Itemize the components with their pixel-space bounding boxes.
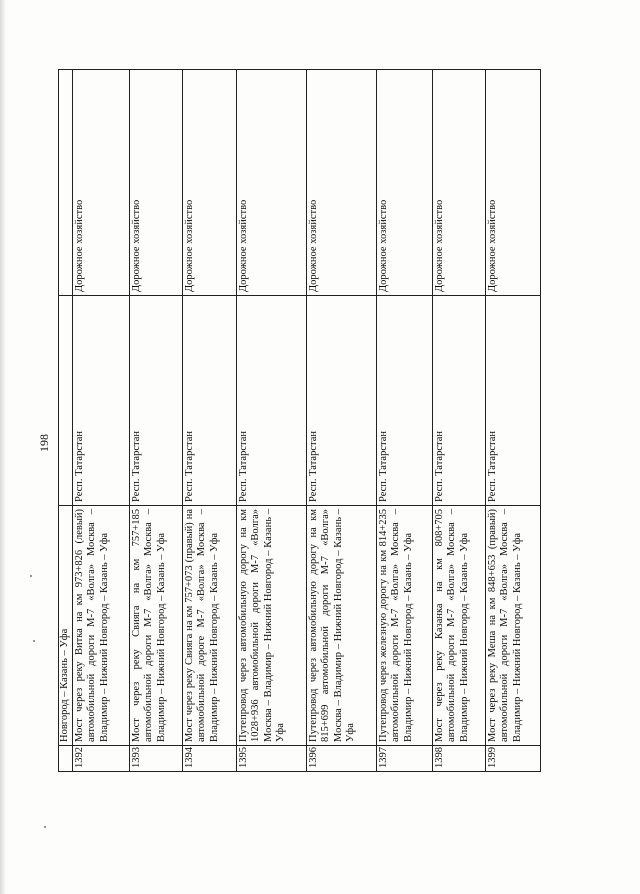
region-cell: Респ. Татарстан [236,296,306,506]
row-number-cell: 1397 [376,746,432,772]
object-name-cell: Мост через реку Свияга на км 757+073 (правый) на автомобильной дороге М-7 «Волга» Москва – Владимир – Нижний Новгород – Казань – Уфа [182,506,236,746]
scan-speck [33,640,35,642]
row-number-cell: 1398 [432,746,485,772]
scan-speck [30,575,32,577]
object-name-cell: Мост через реку Казанка на км 808+705 автомобильной дороги М-7 «Волга» Москва – Владимир – Нижний Новгород – Казань – Уфа [432,506,485,746]
owner-cell: Дорожное хозяйство [485,70,540,296]
page-number: 198 [37,434,51,452]
table-row [432,70,485,772]
row-number-cell: 1394 [182,746,236,772]
region-cell: Респ. Татарстан [432,296,485,506]
scan-speck [44,826,46,828]
row-number-cell: 1399 [485,746,540,772]
table-row [376,70,432,772]
table-row [306,70,376,772]
object-name-cell: Путепровод через железную дорогу на км 814+235 автомобильной дороги М-7 «Волга» Москва – Владимир – Нижний Новгород – Казань – Уфа [376,506,432,746]
owner-cell [59,70,73,296]
row-number-cell: 1393 [129,746,182,772]
row-number-cell: 1396 [306,746,376,772]
region-cell: Респ. Татарстан [376,296,432,506]
object-name-cell: Путепровод через автомобильную дорогу на км 1028+936 автомобильной дороги М-7 «Волга» Москва – Владимир – Нижний Новгород – Казань – Уфа [236,506,306,746]
row-number-cell: 1395 [236,746,306,772]
owner-cell: Дорожное хозяйство [182,70,236,296]
region-cell [59,296,73,506]
object-name-cell: Мост через реку Свияга на км 757+185 автомобильной дороги М-7 «Волга» Москва – Владимир – Нижний Новгород – Казань – Уфа [129,506,182,746]
owner-cell: Дорожное хозяйство [306,70,376,296]
table-row [236,70,306,772]
region-cell: Респ. Татарстан [129,296,182,506]
owner-cell: Дорожное хозяйство [376,70,432,296]
region-cell: Респ. Татарстан [306,296,376,506]
objects-table [58,69,541,772]
owner-cell: Дорожное хозяйство [129,70,182,296]
table-row [72,70,129,772]
owner-cell: Дорожное хозяйство [236,70,306,296]
table-row [182,70,236,772]
region-cell: Респ. Татарстан [182,296,236,506]
row-number-cell: 1392 [72,746,129,772]
owner-cell: Дорожное хозяйство [432,70,485,296]
object-name-cell: Мост через реку Меша на км 848+653 (правый) автомобильной дороги М-7 «Волга» Москва – Владимир – Нижний Новгород – Казань – Уфа [485,506,540,746]
object-name-cell: Мост через реку Витка на км 973+826 (левый) автомобильной дороги М-7 «Волга» Москва – Владимир – Нижний Новгород – Казань – Уфа [72,506,129,746]
owner-cell: Дорожное хозяйство [72,70,129,296]
table-row [485,70,540,772]
object-name-cell: Путепровод через автомобильную дорогу на км 815+699 автомобильной дороги М-7 «Волга» Москва – Владимир – Нижний Новгород – Казань – Уфа [306,506,376,746]
region-cell: Респ. Татарстан [485,296,540,506]
object-name-cell: Новгород – Казань – Уфа [59,506,73,746]
row-number-cell [59,746,73,772]
table-row-continuation [59,70,73,772]
table-row [129,70,182,772]
region-cell: Респ. Татарстан [72,296,129,506]
